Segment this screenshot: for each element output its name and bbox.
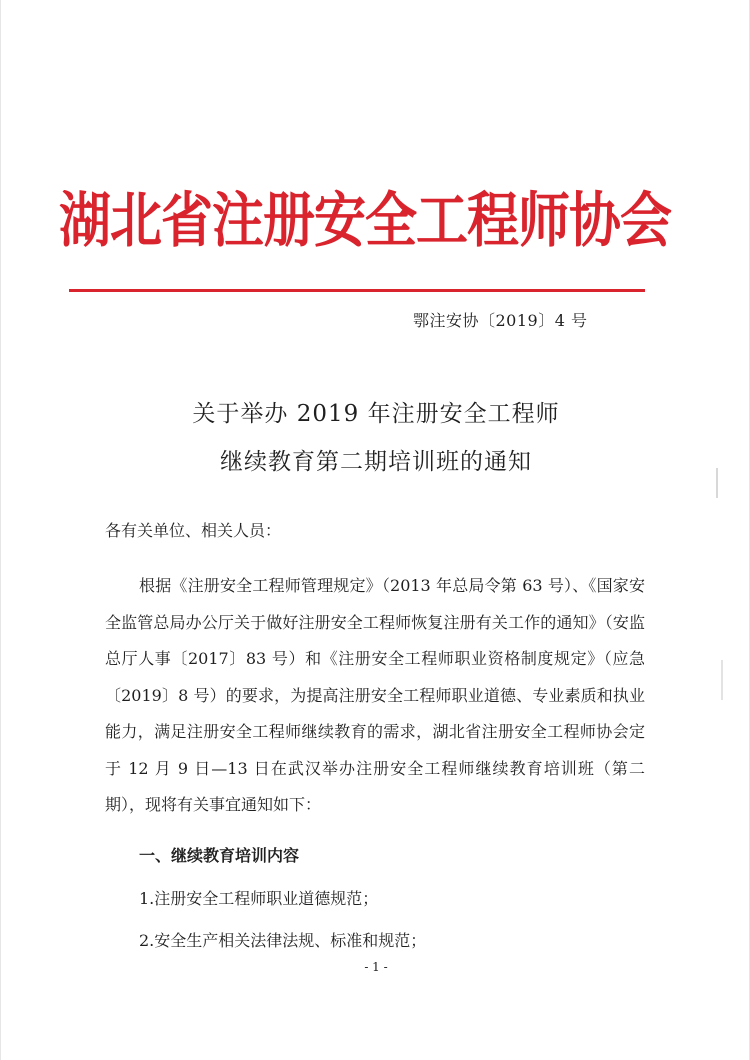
header-red-rule bbox=[69, 289, 645, 292]
organization-header: 湖北省注册安全工程师协会 bbox=[59, 186, 672, 256]
document-number: 鄂注安协〔2019〕4 号 bbox=[413, 311, 588, 330]
notice-title-line-1: 关于举办 2019 年注册安全工程师 bbox=[192, 401, 560, 427]
list-item: 1.注册安全工程师职业道德规范； bbox=[139, 889, 379, 908]
list-item: 2.安全生产相关法律法规、标准和规范； bbox=[139, 931, 427, 950]
notice-title-line-2: 继续教育第二期培训班的通知 bbox=[220, 449, 532, 475]
scan-edge-mark bbox=[721, 660, 723, 700]
page-number: - 1 - bbox=[364, 960, 388, 974]
body-paragraph: 根据《注册安全工程师管理规定》（2013 年总局令第 63 号）、《国家安全监管总局办公厅关于做好注册安全工程师恢复注册有关工作的通知》（安监总厅人事〔2017〕83 号）和《注册安全工程师职业资格制度规定》（应急〔2019〕8 号）的要求，为提高注册安全工程师职业道德、专业素质和执业能力，满足注册安全工程师继续教育的需求，湖北省注册安全工程师协会定于 12 月 9 日—13 日在武汉举办注册安全工程师继续教育培训班（第二期），现将有关事宜通知如下： bbox=[105, 576, 645, 814]
salutation: 各有关单位、相关人员： bbox=[105, 521, 282, 540]
section-heading: 一、继续教育培训内容 bbox=[139, 846, 300, 865]
scan-edge-mark bbox=[716, 468, 718, 498]
